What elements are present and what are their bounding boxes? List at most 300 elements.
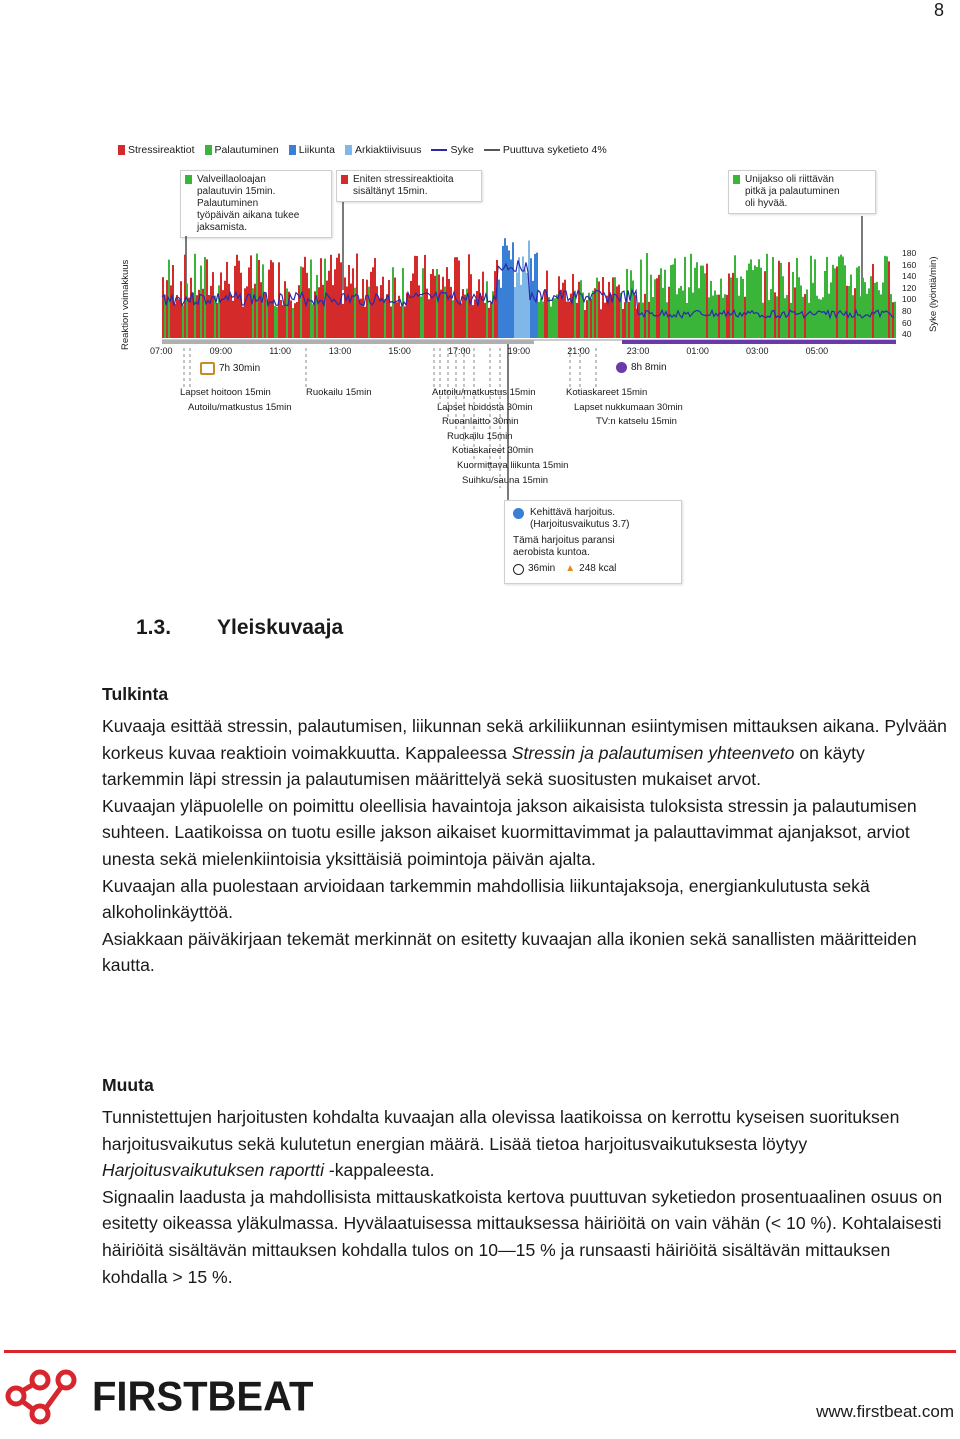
reaction-bar xyxy=(832,265,834,338)
reaction-bar xyxy=(410,281,412,338)
reaction-bar xyxy=(566,302,568,338)
reaction-bar xyxy=(690,254,692,338)
reaction-bar xyxy=(608,282,610,338)
reaction-bar xyxy=(280,300,282,338)
reaction-bar xyxy=(564,280,566,338)
reaction-bar xyxy=(398,296,400,338)
reaction-bar xyxy=(820,300,822,338)
reaction-bar xyxy=(308,288,310,338)
reaction-bar xyxy=(798,277,800,338)
reaction-bar xyxy=(692,293,694,338)
reaction-bar xyxy=(888,261,890,338)
reaction-bar xyxy=(200,265,202,338)
reaction-bar xyxy=(232,301,234,338)
reaction-bar xyxy=(748,264,750,338)
reaction-bar xyxy=(190,278,192,338)
reaction-bar xyxy=(670,265,672,338)
reaction-bar xyxy=(234,266,236,338)
reaction-bar xyxy=(744,297,746,338)
firstbeat-wordmark: FIRSTBEAT xyxy=(92,1373,314,1420)
sleep-duration: 8h 8min xyxy=(616,362,667,373)
reaction-bar xyxy=(704,273,706,338)
reaction-bar xyxy=(444,287,446,338)
reaction-bar xyxy=(384,299,386,338)
reaction-bar xyxy=(866,294,868,338)
reaction-bar xyxy=(592,291,594,338)
reaction-bar xyxy=(362,279,364,338)
reaction-bar xyxy=(388,280,390,338)
reaction-bar xyxy=(702,266,704,338)
reaction-bar xyxy=(826,257,828,338)
time-label: 09:00 xyxy=(209,346,233,356)
reaction-bar xyxy=(532,281,534,338)
reaction-bar xyxy=(614,277,616,338)
reaction-bar xyxy=(634,295,636,338)
right-axis-label: Syke (lyöntiä/min) xyxy=(928,256,939,332)
reaction-bar xyxy=(450,287,452,338)
reaction-bar xyxy=(506,246,508,338)
time-label: 17:00 xyxy=(448,346,471,356)
reaction-bar xyxy=(430,274,432,338)
reaction-bar xyxy=(432,269,434,338)
reaction-bar xyxy=(772,257,774,338)
reaction-bar xyxy=(708,297,710,338)
reaction-bar xyxy=(760,268,762,338)
hr-tick-label: 120 xyxy=(902,282,917,293)
reaction-bar xyxy=(368,287,370,338)
reaction-bar xyxy=(460,303,462,338)
reaction-bar xyxy=(540,298,542,338)
reaction-bar xyxy=(414,256,416,338)
reaction-bar xyxy=(238,261,240,338)
reaction-bar xyxy=(542,301,544,338)
reaction-bar xyxy=(788,262,790,338)
reaction-bar xyxy=(480,296,482,338)
muuta-heading: Muuta xyxy=(102,1075,154,1095)
reaction-bar xyxy=(622,309,624,338)
reaction-bar xyxy=(810,256,812,338)
reaction-bar xyxy=(170,285,172,338)
reaction-bar xyxy=(494,271,496,338)
reaction-bar xyxy=(710,281,712,338)
section-heading xyxy=(136,616,343,640)
annotation-sleep: Unijakso oli riittävän pitkä ja palautuminen oli hyvää. xyxy=(728,170,876,214)
reaction-bar xyxy=(216,303,218,338)
legend-item: Liikunta xyxy=(289,144,335,156)
reaction-bar xyxy=(390,306,392,338)
work-period-bar xyxy=(162,340,534,344)
reaction-bar xyxy=(868,288,870,338)
hr-tick-label: 80 xyxy=(902,306,912,316)
reaction-bar xyxy=(816,296,818,338)
annotation-recovery-daytime: Valveillaoloajan palautuvin 15min. Palautuminen työpäivän aikana tukee jaksamista. xyxy=(180,170,332,238)
reaction-bar xyxy=(242,307,244,338)
reaction-bar xyxy=(300,266,302,338)
reaction-bar xyxy=(782,276,784,338)
reaction-bar xyxy=(750,259,752,338)
reaction-bar xyxy=(464,295,466,338)
hr-tick-label: 160 xyxy=(902,259,917,270)
reaction-bar xyxy=(378,298,380,338)
reaction-bar xyxy=(512,242,514,338)
reaction-bar xyxy=(652,297,654,338)
reaction-bar xyxy=(342,304,344,338)
hr-tick-label: 140 xyxy=(902,271,917,282)
diary-entry: Kuormittava liikunta 15min xyxy=(457,459,569,471)
reaction-bar xyxy=(282,305,284,338)
reaction-bar xyxy=(580,280,582,338)
legend-item: Stressireaktiot xyxy=(118,144,195,156)
clock-icon xyxy=(513,564,524,575)
reaction-bar xyxy=(394,278,396,338)
reaction-bar xyxy=(666,302,668,338)
reaction-bar xyxy=(694,268,696,338)
reaction-bar xyxy=(326,281,328,338)
reaction-bar xyxy=(346,286,348,338)
reaction-bar xyxy=(522,256,524,338)
reaction-bar xyxy=(796,258,798,338)
reaction-bar xyxy=(862,278,864,338)
reaction-bar xyxy=(824,271,826,338)
reaction-bar xyxy=(488,308,490,338)
reaction-bar xyxy=(850,275,852,338)
reaction-bar xyxy=(484,303,486,338)
reaction-bar xyxy=(740,276,742,338)
footer-divider xyxy=(4,1350,956,1353)
reaction-bar xyxy=(254,284,256,338)
reaction-bar xyxy=(754,265,756,338)
reaction-bar xyxy=(436,269,438,338)
tulkinta-paragraph-3: Kuvaajan alla puolestaan arvioidaan tarkemmin mahdollisia liikuntajaksoja, energiankulutusta sekä alkoholinkäyttöä. xyxy=(102,875,870,923)
reaction-bar xyxy=(244,288,246,338)
reaction-bar xyxy=(792,272,794,338)
reaction-bar xyxy=(260,282,262,338)
reaction-bar xyxy=(276,307,278,338)
reaction-bar xyxy=(188,298,190,338)
reaction-bar xyxy=(290,300,292,338)
time-label: 15:00 xyxy=(388,346,411,356)
reaction-bar xyxy=(720,279,722,338)
diary-entries-night xyxy=(566,387,683,431)
annotation-most-stress: Eniten stressireaktioita sisältänyt 15min. xyxy=(336,170,482,202)
reaction-bar xyxy=(504,238,506,338)
reaction-bar xyxy=(842,257,844,338)
reaction-bar xyxy=(474,299,476,338)
reaction-bar xyxy=(352,268,354,338)
reaction-bar xyxy=(206,259,208,338)
reaction-bar xyxy=(736,278,738,338)
reaction-bar xyxy=(404,306,406,338)
reaction-bar xyxy=(612,277,614,338)
reaction-bar xyxy=(284,281,286,338)
reaction-bar xyxy=(424,255,426,338)
reaction-bar xyxy=(456,257,458,338)
reaction-bar xyxy=(550,307,552,338)
hr-tick-label: 40 xyxy=(902,329,912,340)
reaction-bar xyxy=(334,269,336,338)
tulkinta-paragraph-4: Asiakkaan päiväkirjaan tekemät merkinnät on esitetty kuvaajan alla ikonien sekä sanallisten määritteiden kautta. xyxy=(102,928,917,976)
reaction-bar xyxy=(426,289,428,338)
reaction-bar xyxy=(686,303,688,338)
reaction-bar xyxy=(674,258,676,338)
reaction-bar xyxy=(422,268,424,338)
reaction-bar xyxy=(328,271,330,338)
reaction-bar xyxy=(446,267,448,338)
reaction-bar xyxy=(318,287,320,338)
reaction-bar xyxy=(882,283,884,338)
muuta-section xyxy=(102,1072,948,1290)
reaction-bar xyxy=(212,272,214,338)
reaction-bar xyxy=(848,286,850,338)
page-number: 8 xyxy=(933,0,944,20)
diary-entry-lunch: Ruokailu 15min xyxy=(306,387,372,398)
reaction-bar xyxy=(812,283,814,338)
reaction-bar xyxy=(884,256,886,338)
hr-tick-label: 60 xyxy=(902,317,912,328)
reaction-bar xyxy=(292,308,294,338)
legend-item: Puuttuva syketieto 4% xyxy=(484,144,607,156)
reaction-bar xyxy=(408,295,410,338)
reaction-bar xyxy=(296,302,298,338)
reaction-bar xyxy=(470,274,472,338)
reaction-bar xyxy=(478,279,480,338)
reaction-bar xyxy=(440,290,442,338)
reaction-bar xyxy=(316,275,318,338)
reaction-bar xyxy=(338,254,340,338)
reaction-bar xyxy=(756,267,758,338)
reaction-bar xyxy=(520,285,522,338)
reaction-bar xyxy=(680,286,682,338)
reaction-bar xyxy=(514,287,516,338)
work-icon xyxy=(200,362,215,375)
reaction-bar xyxy=(174,304,176,338)
flame-icon: ▲ xyxy=(565,563,576,574)
legend-item: Syke xyxy=(431,144,473,156)
reaction-bar xyxy=(654,279,656,338)
reaction-bar xyxy=(538,302,540,338)
reaction-bar xyxy=(604,303,606,338)
reaction-bar xyxy=(758,259,760,338)
reaction-bar xyxy=(762,303,764,338)
reaction-bar xyxy=(224,281,226,338)
reaction-bar xyxy=(752,270,754,338)
reaction-bar xyxy=(598,281,600,338)
reaction-bar xyxy=(706,264,708,338)
reaction-bar xyxy=(302,267,304,338)
reaction-bar xyxy=(892,302,894,338)
hr-tick-label: 100 xyxy=(902,294,917,305)
reaction-bar xyxy=(472,305,474,338)
time-label: 19:00 xyxy=(507,346,531,356)
reaction-bar xyxy=(872,264,874,338)
reaction-bar xyxy=(176,295,178,338)
tulkinta-paragraph-1: Kuvaaja esittää stressin, palautumisen, liikunnan sekä arkiliikunnan esiintymisen mittauksen aikana. Pylvään korkeus kuvaa reaktioin voimakkuutta. Kappaleessa Stressin ja palautumisen yhteenveto on käyty tarkemmin läpi stressin ja palautumisen määrittelyä sekä suositusten mukaiset arvot. xyxy=(102,716,947,790)
reaction-bar xyxy=(428,299,430,338)
reaction-bar xyxy=(780,263,782,338)
reaction-bar xyxy=(286,288,288,338)
reaction-bar xyxy=(808,303,810,338)
reaction-bar xyxy=(618,285,620,338)
reaction-bar xyxy=(434,276,436,338)
reaction-bar xyxy=(658,275,660,338)
legend-item: Palautuminen xyxy=(205,144,279,156)
reaction-bar xyxy=(746,270,748,338)
reaction-bar xyxy=(412,273,414,338)
reaction-bar xyxy=(418,285,420,338)
reaction-bar xyxy=(508,250,510,338)
reaction-bar xyxy=(642,303,644,338)
muuta-paragraph-2: Signaalin laadusta ja mahdollisista mittauskatkoista kertova puuttuvan syketiedon prosentuaalinen osuus on esitetty oikeassa yläkulmassa. Hyvälaatuisessa mittauksessa häiriöitä on vain vähän (< 10 %). Kohtalaisesti häiriöitä sisältävän mittauksen kohdalla tulos on 10—15 % ja runsaasti häiriöitä sisältävän mittauksen kohdalla > 15 %. xyxy=(102,1186,943,1287)
reaction-bar xyxy=(350,284,352,338)
reaction-bar xyxy=(442,277,444,338)
reaction-bar xyxy=(264,293,266,338)
reaction-bar xyxy=(768,300,770,338)
reaction-bar xyxy=(222,290,224,338)
time-label: 13:00 xyxy=(328,346,352,356)
reaction-bar xyxy=(766,254,768,338)
reaction-bar xyxy=(664,270,666,338)
reaction-bar xyxy=(660,268,662,338)
reaction-bar xyxy=(870,276,872,338)
reaction-bar xyxy=(576,303,578,338)
reaction-bar xyxy=(510,259,512,338)
reaction-bar xyxy=(684,257,686,338)
reaction-bar xyxy=(742,279,744,338)
reaction-bar xyxy=(630,270,632,338)
diary-entries-evening xyxy=(432,387,568,489)
reaction-bar xyxy=(194,254,196,338)
reaction-bar xyxy=(294,303,296,338)
reaction-bar xyxy=(732,273,734,338)
time-label: 01:00 xyxy=(686,346,709,356)
reaction-bar xyxy=(210,286,212,338)
reaction-bar xyxy=(830,282,832,338)
reaction-bar xyxy=(502,246,504,338)
diary-entry: TV:n katselu 15min xyxy=(596,416,677,428)
reaction-bar xyxy=(196,295,198,338)
footer-url[interactable]: www.firstbeat.com xyxy=(816,1402,954,1421)
reaction-bar xyxy=(698,288,700,338)
reaction-bar xyxy=(696,262,698,338)
reaction-bar xyxy=(182,305,184,338)
reaction-bar xyxy=(312,304,314,338)
reaction-bar xyxy=(230,295,232,338)
hr-tick-label: 180 xyxy=(902,248,917,258)
reaction-bar xyxy=(548,297,550,338)
reaction-bar xyxy=(178,299,180,338)
reaction-bar xyxy=(600,309,602,338)
reaction-bar xyxy=(320,258,322,338)
reaction-bar xyxy=(668,287,670,338)
sleep-period-bar xyxy=(622,340,896,344)
reaction-bar xyxy=(814,259,816,338)
time-label: 03:00 xyxy=(746,346,769,356)
reaction-bar xyxy=(518,257,520,338)
firstbeat-logo-icon xyxy=(4,1366,84,1428)
overview-chart-figure xyxy=(118,140,939,588)
reaction-bar xyxy=(790,303,792,338)
reaction-bar xyxy=(818,299,820,338)
reaction-bar xyxy=(728,274,730,338)
exercise-effect-box: Kehittävä harjoitus. (Harjoitusvaikutus 3.7) Tämä harjoitus paransi aerobista kuntoa. 36min ▲ 248 kcal xyxy=(504,500,682,584)
reaction-bar xyxy=(584,310,586,338)
diary-entry: Kotiaskareet 15min xyxy=(566,387,648,398)
reaction-bar xyxy=(722,298,724,338)
diary-entries-morning xyxy=(180,387,292,416)
reaction-bar xyxy=(380,285,382,338)
reaction-bar xyxy=(386,294,388,338)
reaction-bar xyxy=(382,277,384,338)
legend-item: Arkiaktiivisuus xyxy=(345,144,422,156)
reaction-bar xyxy=(596,278,598,338)
reaction-bar xyxy=(856,268,858,338)
reaction-bar xyxy=(490,303,492,338)
reaction-bar xyxy=(858,266,860,338)
tulkinta-section xyxy=(102,681,948,979)
reaction-bar xyxy=(672,264,674,338)
reaction-bar xyxy=(834,268,836,338)
reaction-bar xyxy=(640,260,642,338)
reaction-bar xyxy=(700,265,702,338)
reaction-bar xyxy=(894,302,896,338)
reaction-bar xyxy=(838,256,840,338)
right-axis xyxy=(902,248,942,348)
reaction-bar xyxy=(764,271,766,338)
reaction-bar xyxy=(734,255,736,338)
reaction-bar xyxy=(482,272,484,338)
reaction-bar xyxy=(638,302,640,338)
reaction-bar xyxy=(416,256,418,338)
reaction-bar xyxy=(572,274,574,338)
reaction-bar xyxy=(500,288,502,338)
reaction-bar xyxy=(874,283,876,338)
reaction-bar xyxy=(840,255,842,338)
firstbeat-logo xyxy=(4,1366,313,1428)
reaction-bar xyxy=(632,280,634,338)
reaction-bar xyxy=(166,280,168,338)
reaction-bar xyxy=(624,302,626,338)
reaction-bar xyxy=(364,307,366,338)
reaction-bar xyxy=(498,280,500,338)
reaction-bar xyxy=(594,288,596,338)
reaction-bar xyxy=(628,302,630,338)
reaction-bar xyxy=(400,306,402,338)
diary-entry: Suihku/sauna 15min xyxy=(462,474,549,486)
reaction-bar xyxy=(310,260,312,338)
time-label: 21:00 xyxy=(567,346,590,356)
reaction-bar xyxy=(730,277,732,338)
reaction-bar xyxy=(558,276,560,338)
section-title: Yleiskuvaaja xyxy=(217,616,344,639)
reaction-bar xyxy=(358,300,360,338)
reaction-bar xyxy=(336,258,338,338)
diary-entry: Lapset hoidosta 30min xyxy=(437,401,533,413)
reaction-bar xyxy=(586,300,588,338)
reaction-bar xyxy=(180,281,182,338)
reaction-bar xyxy=(822,297,824,338)
reaction-bar xyxy=(248,267,250,338)
reaction-bar xyxy=(526,273,528,338)
reaction-bar xyxy=(448,279,450,338)
reaction-bar xyxy=(186,284,188,338)
reaction-bar xyxy=(554,298,556,338)
reaction-bar xyxy=(556,294,558,338)
reaction-bar xyxy=(452,300,454,338)
reaction-bar xyxy=(322,285,324,338)
diary-entry: Ruokailu 15min xyxy=(447,430,513,442)
reaction-bar xyxy=(256,254,258,338)
diary-entry: Kotiaskareet 30min xyxy=(452,445,534,457)
